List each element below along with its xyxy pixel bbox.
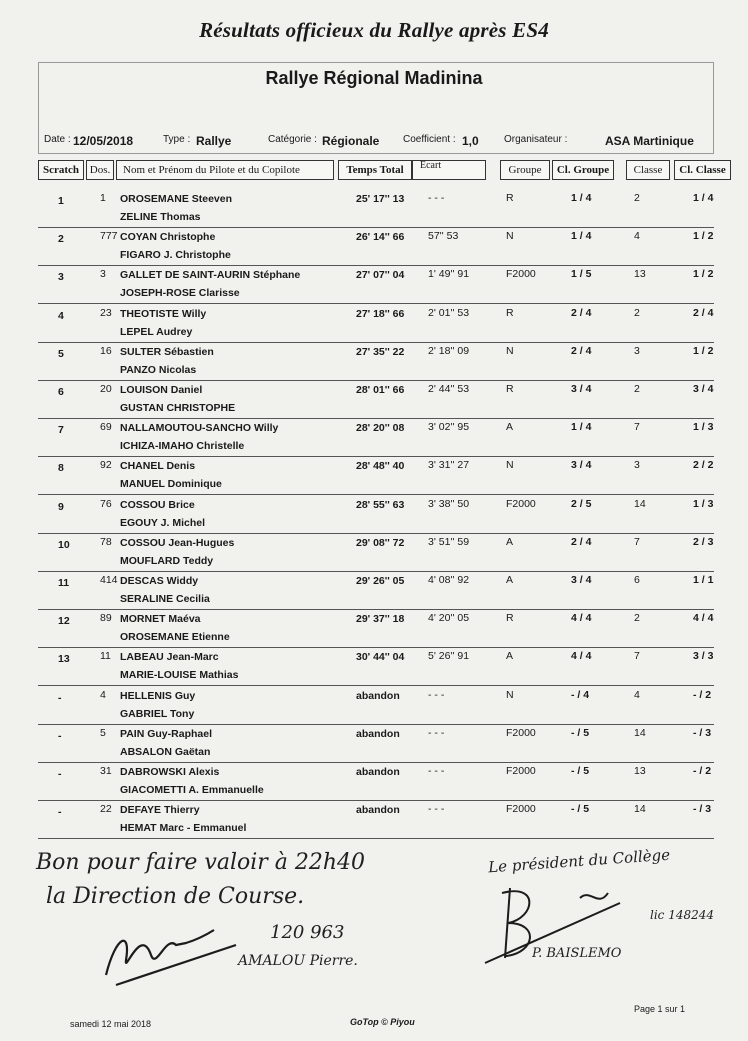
cell-ecart: - - - xyxy=(428,765,445,777)
cell-temps: 27' 35'' 22 xyxy=(356,345,405,358)
row-separator xyxy=(38,838,714,839)
cell-ecart: 3' 51'' 59 xyxy=(428,535,470,548)
cell-ecart: 3' 38'' 50 xyxy=(428,497,470,510)
cell-ecart: 2' 44'' 53 xyxy=(428,383,470,395)
cell-scratch: 11 xyxy=(58,577,70,589)
cell-cl-groupe: 1 / 4 xyxy=(571,230,592,243)
cell-groupe: F2000 xyxy=(506,268,536,281)
cell-copilote: ZELINE Thomas xyxy=(120,211,201,223)
cell-temps: 28' 48'' 40 xyxy=(356,460,405,473)
cell-scratch: 2 xyxy=(58,233,64,246)
table-row xyxy=(38,648,714,686)
cell-dos: 76 xyxy=(100,497,112,510)
cell-pilote: COSSOU Brice xyxy=(120,498,195,511)
cell-temps: 28' 20'' 08 xyxy=(356,422,405,435)
cell-pilote: DABROWSKI Alexis xyxy=(120,766,220,778)
footer-credit: GoTop © Piyou xyxy=(350,1017,415,1027)
cell-groupe: N xyxy=(506,344,514,357)
cell-cl-groupe: 2 / 5 xyxy=(571,497,592,510)
cell-dos: 1 xyxy=(100,192,106,204)
cell-scratch: 9 xyxy=(58,500,64,513)
cell-cl-groupe: 2 / 4 xyxy=(571,535,592,548)
cell-ecart: - - - xyxy=(428,192,445,204)
cell-copilote: ICHIZA-IMAHO Christelle xyxy=(120,440,245,453)
cell-dos: 4 xyxy=(100,688,106,701)
cell-cl-classe: 1 / 3 xyxy=(693,497,714,510)
cell-pilote: HELLENIS Guy xyxy=(120,689,196,702)
cell-pilote: OROSEMANE Steeven xyxy=(120,193,233,205)
cell-temps: 28' 55'' 63 xyxy=(356,498,405,511)
cell-scratch: 12 xyxy=(58,615,70,628)
cell-cl-groupe: - / 5 xyxy=(571,765,590,777)
cell-cl-groupe: 3 / 4 xyxy=(571,574,592,586)
table-row xyxy=(38,305,714,343)
cell-cl-groupe: 4 / 4 xyxy=(571,650,592,663)
signature-right-icon xyxy=(480,878,630,968)
header-dos: Dos. xyxy=(86,160,114,180)
cell-classe: 14 xyxy=(634,726,646,739)
cell-ecart: - - - xyxy=(428,688,445,701)
table-row xyxy=(38,343,714,381)
cell-dos: 22 xyxy=(100,803,112,816)
table-row xyxy=(38,190,714,228)
cell-classe: 13 xyxy=(634,268,646,281)
cell-pilote: LABEAU Jean-Marc xyxy=(120,651,219,664)
cell-groupe: F2000 xyxy=(506,803,536,816)
header-ecart: Ecart xyxy=(420,160,442,171)
cell-groupe: N xyxy=(506,459,514,472)
cell-cl-classe: 1 / 4 xyxy=(693,192,714,204)
handwritten-president: Le président du Collège xyxy=(487,845,671,877)
organisateur-label: Organisateur : xyxy=(504,134,568,145)
cell-dos: 777 xyxy=(100,230,118,243)
cell-temps: 28' 01'' 66 xyxy=(356,384,405,396)
cell-copilote: GUSTAN CHRISTOPHE xyxy=(120,402,236,414)
cell-cl-groupe: 2 / 4 xyxy=(571,306,592,319)
cell-ecart: - - - xyxy=(428,726,445,739)
type-label: Type : xyxy=(163,134,191,145)
cell-cl-classe: 4 / 4 xyxy=(693,612,714,625)
cell-groupe: F2000 xyxy=(506,726,536,739)
cell-temps: 26' 14'' 66 xyxy=(356,231,405,244)
cell-temps: 27' 07'' 04 xyxy=(356,269,405,282)
cell-cl-classe: 2 / 4 xyxy=(693,306,714,319)
cell-pilote: LOUISON Daniel xyxy=(120,384,203,396)
cell-cl-groupe: 1 / 4 xyxy=(571,421,592,434)
cell-copilote: LEPEL Audrey xyxy=(120,325,193,338)
header-groupe: Groupe xyxy=(500,160,550,180)
cell-cl-groupe: - / 4 xyxy=(571,688,590,701)
header-classe: Classe xyxy=(626,160,670,180)
cell-groupe: F2000 xyxy=(506,765,536,777)
coefficient-label: Coefficient : xyxy=(403,134,456,145)
cell-copilote: HEMAT Marc - Emmanuel xyxy=(120,822,247,835)
cell-cl-classe: - / 3 xyxy=(693,803,712,816)
coefficient-value: 1,0 xyxy=(462,134,479,148)
cell-pilote: PAIN Guy-Raphael xyxy=(120,727,212,740)
table-row xyxy=(38,610,714,648)
cell-copilote: MARIE-LOUISE Mathias xyxy=(120,669,239,682)
cell-temps: abandon xyxy=(356,689,400,702)
cell-copilote: JOSEPH-ROSE Clarisse xyxy=(120,287,240,300)
type-value: Rallye xyxy=(196,134,232,148)
date-value: 12/05/2018 xyxy=(73,134,134,148)
cell-copilote: GABRIEL Tony xyxy=(120,707,195,720)
cell-cl-classe: 2 / 3 xyxy=(693,535,714,548)
cell-cl-groupe: 1 / 4 xyxy=(571,192,592,204)
cell-scratch: - xyxy=(58,729,62,742)
cell-classe: 7 xyxy=(634,650,640,663)
cell-scratch: - xyxy=(58,768,62,780)
cell-groupe: N xyxy=(506,688,514,701)
cell-pilote: MORNET Maéva xyxy=(120,613,201,626)
cell-groupe: A xyxy=(506,535,514,548)
table-row xyxy=(38,687,714,725)
cell-temps: 29' 37'' 18 xyxy=(356,613,405,626)
cell-cl-groupe: 3 / 4 xyxy=(571,459,592,472)
cell-classe: 7 xyxy=(634,421,640,434)
signature-left-icon xyxy=(96,915,246,990)
cell-cl-classe: 1 / 1 xyxy=(693,574,714,586)
cell-scratch: 10 xyxy=(58,538,70,551)
cell-temps: 30' 44'' 04 xyxy=(356,651,405,664)
cell-copilote: PANZO Nicolas xyxy=(120,363,197,376)
cell-pilote: DEFAYE Thierry xyxy=(120,804,200,817)
cell-cl-groupe: 1 / 5 xyxy=(571,268,592,281)
handwritten-note-line1: Bon pour faire valoir à 22h40 xyxy=(36,850,366,875)
cell-temps: abandon xyxy=(356,766,400,778)
cell-cl-classe: 3 / 4 xyxy=(693,383,714,395)
cell-temps: 25' 17'' 13 xyxy=(356,193,405,205)
cell-scratch: 13 xyxy=(58,653,70,666)
cell-dos: 92 xyxy=(100,459,112,472)
cell-copilote: EGOUY J. Michel xyxy=(120,516,205,529)
cell-classe: 2 xyxy=(634,192,640,204)
cell-scratch: 1 xyxy=(58,195,64,207)
cell-scratch: 7 xyxy=(58,424,64,437)
cell-groupe: R xyxy=(506,306,514,319)
cell-groupe: A xyxy=(506,574,514,586)
cell-cl-groupe: - / 5 xyxy=(571,726,590,739)
cell-dos: 16 xyxy=(100,344,112,357)
cell-copilote: OROSEMANE Etienne xyxy=(120,631,230,644)
cell-dos: 3 xyxy=(100,268,106,281)
cell-ecart: 1' 49'' 91 xyxy=(428,268,470,281)
cell-classe: 2 xyxy=(634,612,640,625)
cell-scratch: - xyxy=(58,691,62,704)
cell-temps: abandon xyxy=(356,804,400,817)
table-row xyxy=(38,419,714,457)
cell-cl-classe: - / 3 xyxy=(693,726,712,739)
handwritten-name-left: AMALOU Pierre. xyxy=(238,953,358,969)
cell-pilote: COSSOU Jean-Hugues xyxy=(120,536,235,549)
cell-scratch: 5 xyxy=(58,347,64,360)
table-row xyxy=(38,266,714,304)
cell-scratch: 8 xyxy=(58,462,64,475)
cell-cl-groupe: - / 5 xyxy=(571,803,590,816)
cell-temps: 27' 18'' 66 xyxy=(356,307,405,320)
cell-pilote: GALLET DE SAINT-AURIN Stéphane xyxy=(120,269,301,282)
cell-groupe: R xyxy=(506,612,514,625)
cell-classe: 2 xyxy=(634,306,640,319)
organisateur-value: ASA Martinique xyxy=(605,134,694,148)
table-row xyxy=(38,801,714,839)
cell-dos: 31 xyxy=(100,765,112,777)
date-label: Date : xyxy=(44,134,71,145)
cell-classe: 4 xyxy=(634,688,640,701)
table-row xyxy=(38,496,714,534)
cell-copilote: SERALINE Cecilia xyxy=(120,593,210,605)
cell-cl-classe: 1 / 2 xyxy=(693,268,714,281)
cell-dos: 69 xyxy=(100,421,112,434)
cell-pilote: THEOTISTE Willy xyxy=(120,307,207,320)
cell-cl-groupe: 3 / 4 xyxy=(571,383,592,395)
cell-copilote: MOUFLARD Teddy xyxy=(120,554,214,567)
cell-ecart: - - - xyxy=(428,803,445,816)
cell-scratch: 6 xyxy=(58,386,64,398)
cell-scratch: 4 xyxy=(58,309,64,322)
table-row xyxy=(38,572,714,610)
cell-classe: 13 xyxy=(634,765,646,777)
cell-groupe: A xyxy=(506,421,514,434)
header-cl-groupe: Cl. Groupe xyxy=(552,160,614,180)
cell-classe: 2 xyxy=(634,383,640,395)
cell-ecart: 2' 18'' 09 xyxy=(428,344,470,357)
table-row xyxy=(38,457,714,495)
categorie-label: Catégorie : xyxy=(268,134,317,145)
cell-dos: 11 xyxy=(100,650,111,663)
cell-dos: 5 xyxy=(100,726,106,739)
cell-pilote: DESCAS Widdy xyxy=(120,575,199,587)
cell-classe: 3 xyxy=(634,344,640,357)
cell-cl-classe: - / 2 xyxy=(693,688,712,701)
cell-copilote: GIACOMETTI A. Emmanuelle xyxy=(120,784,264,796)
cell-temps: 29' 08'' 72 xyxy=(356,536,405,549)
cell-cl-classe: 1 / 2 xyxy=(693,230,714,243)
cell-ecart: 4' 08'' 92 xyxy=(428,574,470,586)
header-nom: Nom et Prénom du Pilote et du Copilote xyxy=(116,160,334,180)
header-cl-classe: Cl. Classe xyxy=(674,160,731,180)
cell-cl-groupe: 2 / 4 xyxy=(571,344,592,357)
cell-groupe: F2000 xyxy=(506,497,536,510)
cell-ecart: 3' 31'' 27 xyxy=(428,459,470,472)
cell-classe: 14 xyxy=(634,803,646,816)
cell-dos: 89 xyxy=(100,612,112,625)
cell-cl-classe: - / 2 xyxy=(693,765,712,777)
header-scratch: Scratch xyxy=(38,160,84,180)
cell-ecart: 4' 20'' 05 xyxy=(428,612,470,625)
cell-ecart: 57'' 53 xyxy=(428,230,459,243)
cell-classe: 3 xyxy=(634,459,640,472)
cell-cl-classe: 3 / 3 xyxy=(693,650,714,663)
table-row xyxy=(38,381,714,419)
cell-dos: 78 xyxy=(100,535,112,548)
cell-dos: 20 xyxy=(100,383,112,395)
table-row xyxy=(38,725,714,763)
table-row xyxy=(38,763,714,801)
handwritten-name-right: P. BAISLEMO xyxy=(532,946,622,961)
cell-copilote: ABSALON Gaëtan xyxy=(120,745,211,758)
event-title: Rallye Régional Madinina xyxy=(265,68,483,88)
footer-date: samedi 12 mai 2018 xyxy=(70,1019,152,1029)
cell-dos: 414 xyxy=(100,574,118,586)
cell-classe: 4 xyxy=(634,230,640,243)
table-row xyxy=(38,534,714,572)
page-title: Résultats officieux du Rallye après ES4 xyxy=(199,18,549,42)
cell-copilote: MANUEL Dominique xyxy=(120,478,222,491)
cell-ecart: 5' 26'' 91 xyxy=(428,650,470,663)
header-temps: Temps Total xyxy=(338,160,412,180)
cell-classe: 14 xyxy=(634,497,646,510)
cell-ecart: 2' 01'' 53 xyxy=(428,306,470,319)
handwritten-license: lic 148244 xyxy=(650,908,715,922)
cell-cl-classe: 1 / 3 xyxy=(693,421,714,434)
cell-copilote: FIGARO J. Christophe xyxy=(120,249,231,262)
cell-scratch: - xyxy=(58,806,62,819)
handwritten-note-line2: la Direction de Course. xyxy=(46,884,305,909)
cell-temps: abandon xyxy=(356,727,400,740)
cell-groupe: N xyxy=(506,230,514,243)
table-row xyxy=(38,228,714,266)
cell-classe: 6 xyxy=(634,574,640,586)
cell-pilote: COYAN Christophe xyxy=(120,231,216,244)
cell-cl-classe: 1 / 2 xyxy=(693,344,714,357)
categorie-value: Régionale xyxy=(322,134,380,148)
cell-dos: 23 xyxy=(100,306,112,319)
cell-classe: 7 xyxy=(634,535,640,548)
cell-pilote: NALLAMOUTOU-SANCHO Willy xyxy=(120,422,279,435)
handwritten-number: 120 963 xyxy=(270,922,345,943)
cell-cl-classe: 2 / 2 xyxy=(693,459,714,472)
cell-pilote: CHANEL Denis xyxy=(120,460,196,473)
cell-cl-groupe: 4 / 4 xyxy=(571,612,592,625)
cell-groupe: R xyxy=(506,192,514,204)
cell-scratch: 3 xyxy=(58,271,64,284)
cell-temps: 29' 26'' 05 xyxy=(356,575,405,587)
cell-ecart: 3' 02'' 95 xyxy=(428,421,470,434)
footer-page: Page 1 sur 1 xyxy=(634,1004,686,1014)
cell-groupe: R xyxy=(506,383,514,395)
cell-groupe: A xyxy=(506,650,514,663)
cell-pilote: SULTER Sébastien xyxy=(120,345,214,358)
